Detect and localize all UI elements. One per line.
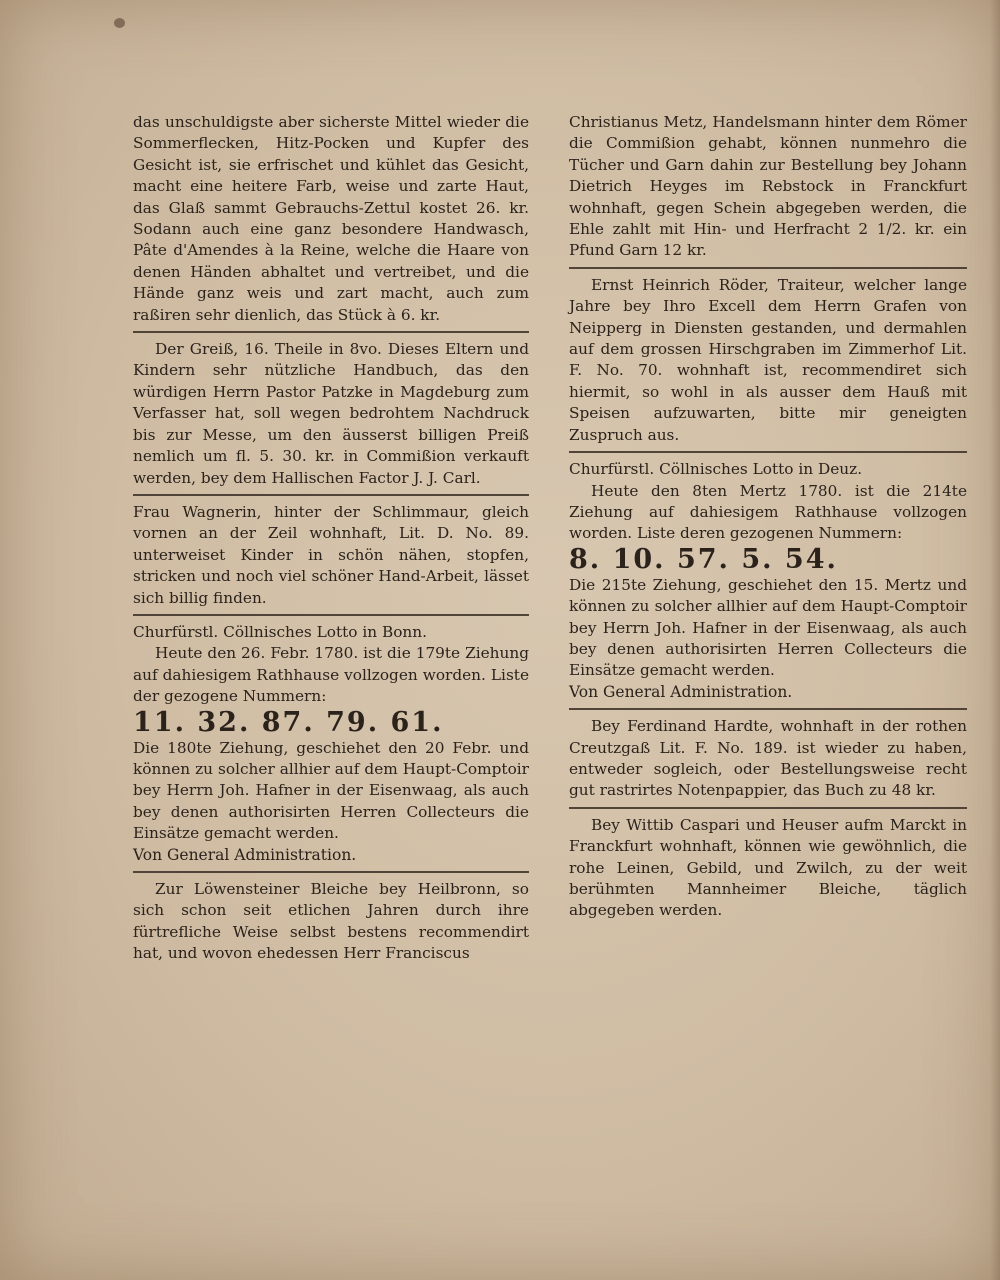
ad-text: Der Greiß, 16. Theile in 8vo. Dieses Eltern und Kindern sehr nützliche Handbuch, das den würdigen Herrn Pastor Patzke in Magdeburg zum Verfasser hat, soll wegen bedrohtem Nachdruck bis zur Messe, um den äusserst billigen Preiß nemlich um fl. 5. 30. kr. in Commißion verkauft werden, bey dem Hallischen Factor J. J. Carl. (133, 340, 529, 487)
divider-rule (569, 267, 967, 269)
advertisement-traiteur (569, 275, 967, 446)
lottery-signature: Von General Administration. (569, 682, 793, 701)
lottery-intro: Heute den 8ten Mertz 1780. ist die 214te Ziehung auf dahiesigem Rathhause vollzogen worden. Liste deren gezogenen Nummern: (569, 481, 967, 543)
lottery-intro: Heute den 26. Febr. 1780. ist die 179te Ziehung auf dahiesigem Rathhause vollzogen worden. Liste der gezogene Nummern: (133, 644, 529, 706)
divider-rule (569, 807, 967, 809)
advertisement-sewing (133, 502, 529, 609)
ink-speck (114, 18, 125, 28)
divider-rule (133, 871, 529, 873)
ad-text: Christianus Metz, Handelsmann hinter dem Römer die Commißion gehabt, können nunmehro die Tücher und Garn dahin zur Bestellung bey Johann Dietrich Heyges im Rebstock in Franckfurt wohnhaft, gegen Schein abgegeben werden, die Ehle zahlt mit Hin- und Herfracht 2 1/2. kr. ein Pfund Garn 12 kr. (569, 113, 967, 260)
ad-text: Bey Ferdinand Hardte, wohnhaft in der rothen Creutzgaß Lit. F. No. 189. ist wieder zu haben, entweder sogleich, oder Bestellungsweise recht gut rastrirtes Notenpappier, das Buch zu 48 kr. (569, 717, 967, 800)
lottery-next-draw: Die 215te Ziehung, geschiehet den 15. Mertz und können zu solcher allhier auf dem Haupt-Comptoir bey Herrn Joh. Hafner in der Eisenwaag, als auch bey denen authorisirten Herren Collecteurs die Einsätze gemacht werden. (569, 575, 967, 680)
lottery-numbers: 11. 32. 87. 79. 61. (133, 706, 444, 738)
advertisement-linen (569, 815, 967, 922)
divider-rule (569, 708, 967, 710)
advertisement-cosmetics (133, 112, 529, 326)
ad-text: Ernst Heinrich Röder, Traiteur, welcher lange Jahre bey Ihro Excell dem Herrn Grafen von Neipperg in Diensten gestanden, und dermahlen auf dem grossen Hirschgraben im Zimmerhof Lit. F. No. 70. wohnhaft ist, recommendiret sich hiermit, so wohl in als ausser dem Hauß mit Speisen aufzuwarten, bitte mir geneigten Zuspruch aus. (569, 275, 967, 444)
ad-text: Zur Löwensteiner Bleiche bey Heilbronn, so sich schon seit etlichen Jahren durch ihre fürtrefliche Weise selbst bestens recommendirt hat, und wovon ehedessen Herr Franciscus (133, 880, 529, 963)
ad-text: Frau Wagnerin, hinter der Schlimmaur, gleich vornen an der Zeil wohnhaft, Lit. D. No. 89. unterweiset Kinder in schön nähen, stopfen, stricken und noch viel schöner Hand-Arbeit, lässet sich billig finden. (133, 502, 529, 607)
page-edge (990, 0, 1000, 1280)
advertisement-bleach-continued (569, 112, 967, 262)
lottery-deuz (569, 459, 967, 703)
advertisement-music-paper (569, 716, 967, 802)
lottery-signature: Von General Administration. (133, 845, 357, 864)
lottery-numbers: 8. 10. 57. 5. 54. (569, 543, 838, 575)
divider-rule (133, 331, 529, 333)
advertisement-book (133, 339, 529, 489)
advertisement-bleach (133, 879, 529, 965)
lottery-title: Churfürstl. Cöllnisches Lotto in Bonn. (133, 622, 427, 641)
lottery-bonn (133, 622, 529, 866)
right-column (569, 112, 967, 922)
divider-rule (569, 451, 967, 453)
divider-rule (133, 614, 529, 616)
lottery-next-draw: Die 180te Ziehung, geschiehet den 20 Febr. und können zu solcher allhier auf dem Haupt-Comptoir bey Herrn Joh. Hafner in der Eisenwaag, als auch bey denen authorisirten Herren Collecteurs die Einsätze gemacht werden. (133, 738, 529, 843)
divider-rule (133, 494, 529, 496)
left-column (133, 112, 529, 965)
lottery-title: Churfürstl. Cöllnisches Lotto in Deuz. (569, 460, 863, 479)
ad-text: Bey Wittib Caspari und Heuser aufm Marckt in Franckfurt wohnhaft, können wie gewöhnlich, die rohe Leinen, Gebild, und Zwilch, zu der weit berühmten Mannheimer Bleiche, täglich abgegeben werden. (569, 815, 967, 920)
ad-text: das unschuldigste aber sicherste Mittel wieder die Sommerflecken, Hitz-Pocken und Kupfer des Gesicht ist, sie erfrischet und kühlet das Gesicht, macht eine heitere Farb, weise und zarte Haut, das Glaß sammt Gebrauchs-Zettul kostet 26. kr. Sodann auch eine ganz besondere Handwasch, Pâte d'Amendes à la Reine, welche die Haare von denen Händen abhaltet und vertreibet, und die Hände ganz weis und zart macht, auch zum raßiren sehr dienlich, das Stück à 6. kr. (133, 113, 529, 324)
